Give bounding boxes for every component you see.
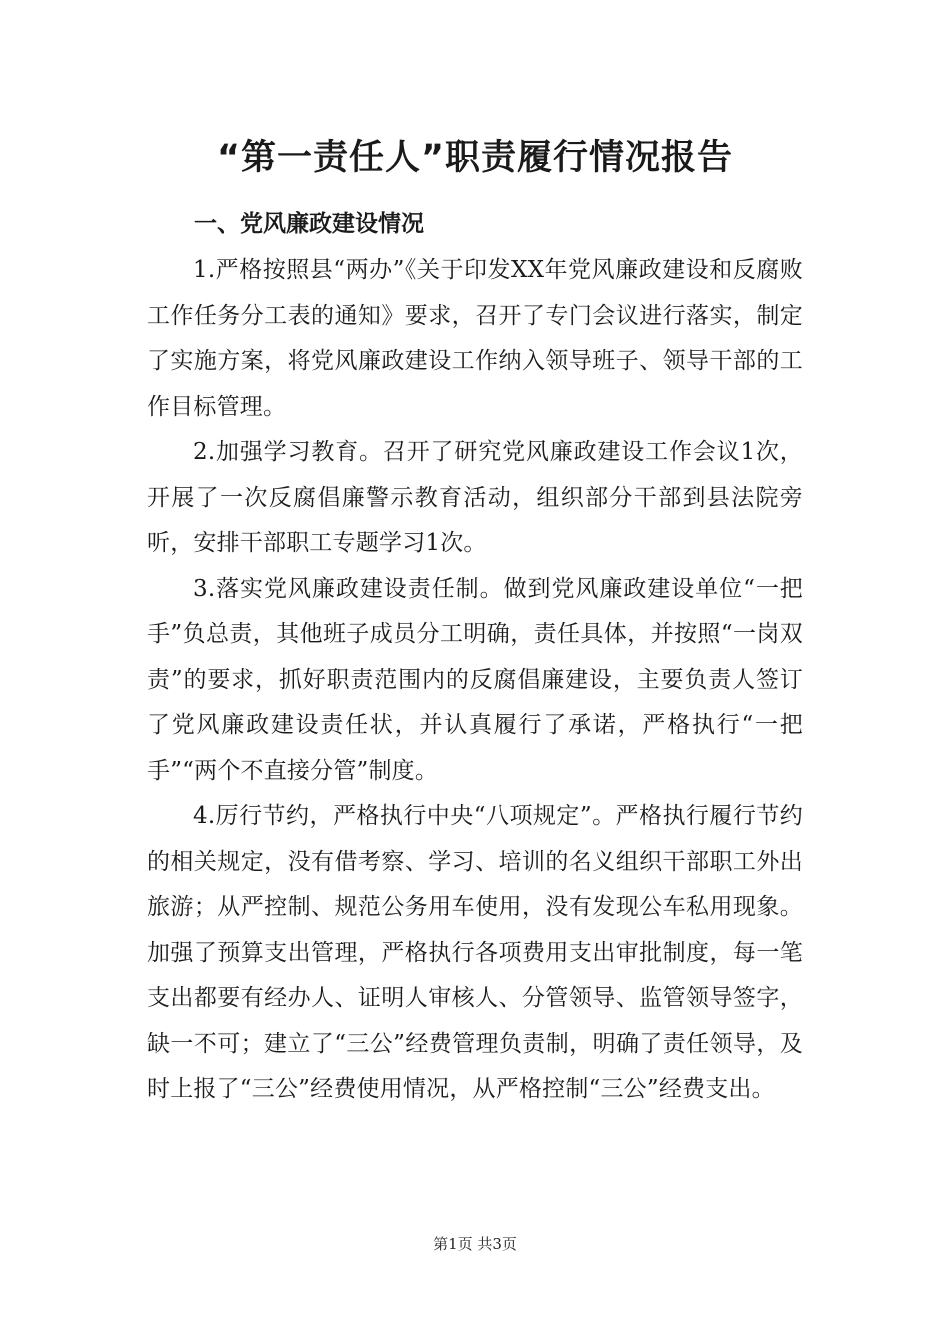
paragraph-2: 2.加强学习教育。召开了研究党风廉政建设工作会议1次，开展了一次反腐倡廉警示教育活动，组织部分干部到县法院旁听，安排干部职工专题学习1次。 — [147, 439, 803, 556]
paragraph-3: 3.落实党风廉政建设责任制。做到党风廉政建设单位“一把手”负总责，其他班子成员分工明确，责任具体，并按照“一岗双责”的要求，抓好职责范围内的反腐倡廉建设，主要负责人签订了党风廉政建设责任状，并认真履行了承诺，严格执行“一把手”“两个不直接分管”制度。 — [147, 575, 803, 784]
section-heading: 一、党风廉政建设情况 — [194, 211, 424, 237]
paragraph-1: 1.严格按照县“两办”《关于印发XX年党风廉政建设和反腐败工作任务分工表的通知》要求，召开了专门会议进行落实，制定了实施方案，将党风廉政建设工作纳入领导班子、领导干部的工作目标管理。 — [147, 257, 803, 420]
paragraph-4: 4.厉行节约，严格执行中央“八项规定”。严格执行履行节约的相关规定，没有借考察、学习、培训的名义组织干部职工外出旅游；从严控制、规范公务用车使用，没有发现公车私用现象。加强了预算支出管理，严格执行各项费用支出审批制度，每一笔支出都要有经办人、证明人审核人、分管领导、监管领导签字，缺一不可；建立了“三公”经费管理负责制，明确了责任领导，及时上报了“三公”经费使用情况，从严格控制“三公”经费支出。 — [147, 803, 803, 1102]
page-number-footer: 第1页 共3页 — [433, 1235, 517, 1253]
document-title: “第一责任人”职责履行情况报告 — [216, 138, 733, 178]
document-body — [147, 248, 803, 1113]
